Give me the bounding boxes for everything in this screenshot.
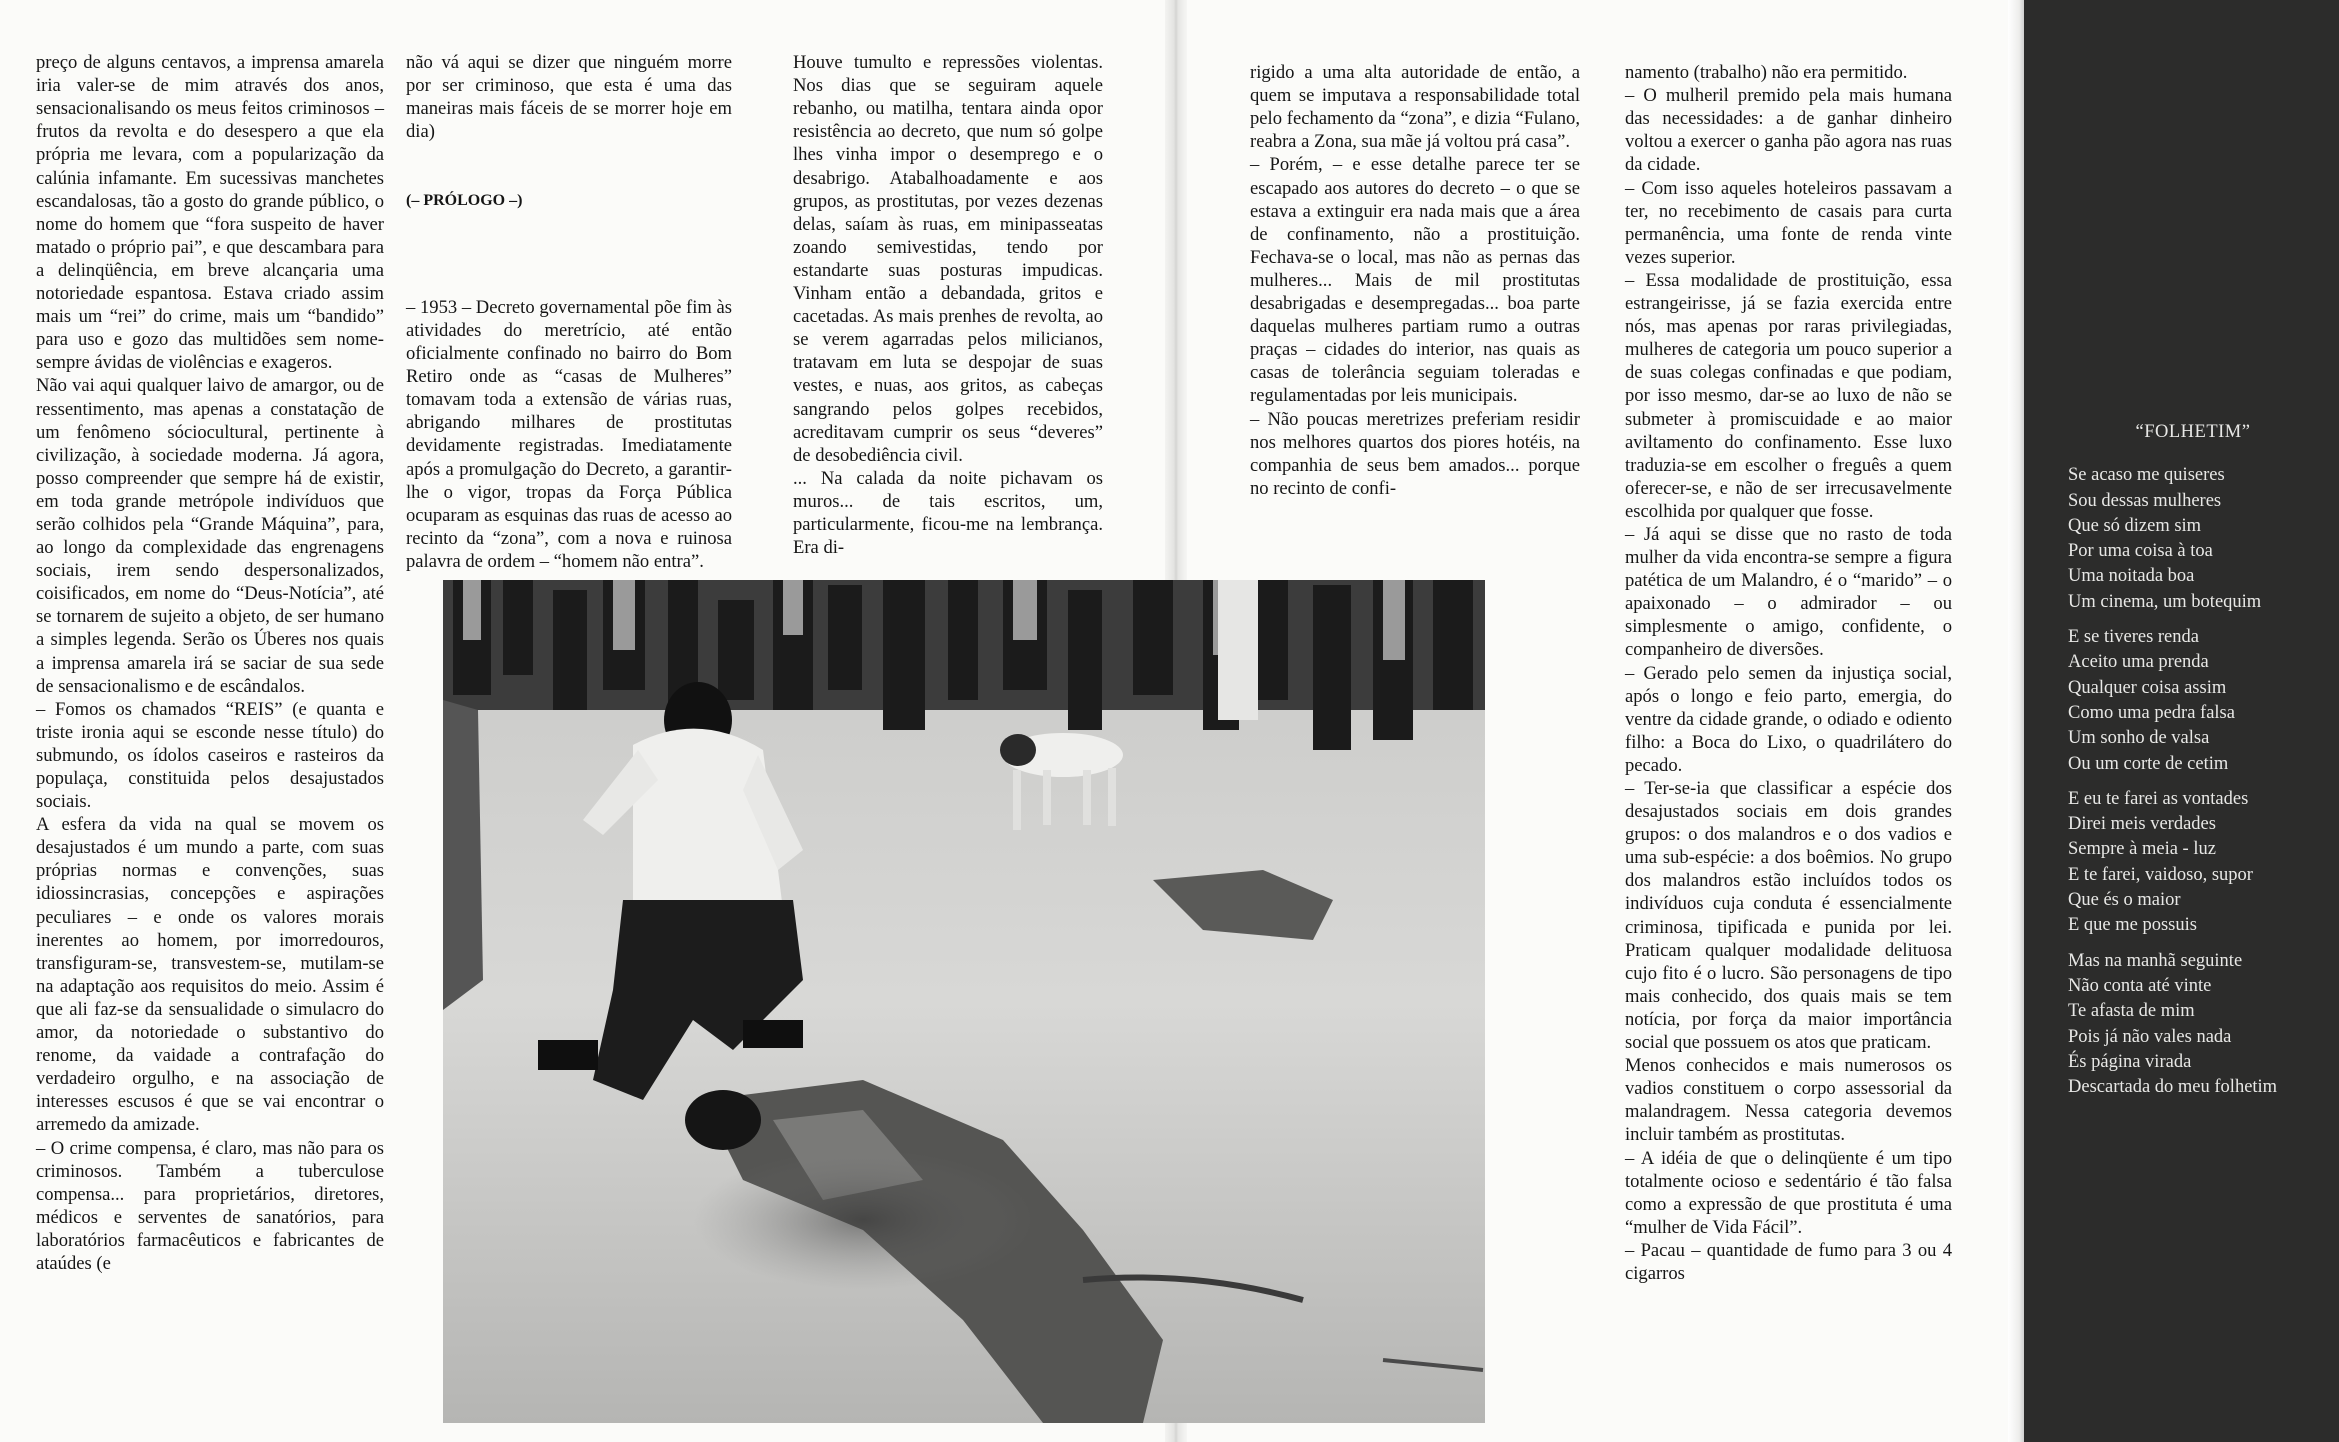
poem-line: E te farei, vaidoso, supor (2068, 864, 2253, 885)
text-column-3 (793, 28, 1103, 559)
poem-title: “FOLHETIM” (2135, 422, 2251, 442)
column-2-body: – 1953 – Decreto governamental põe fim às atividades do meretrício, até então oficialmente confinado no bairro do Bom Retiro onde as “casas de Mulheres” tomavam toda a extensão de várias ruas, abrigando milhares de prostitutas devidamente registradas. Imediatamente após a promulgação do Decreto, a garantir-lhe o vigor, tropas da Força Pública ocuparam as esquinas das ruas de acesso ao recinto da “zona”, com a nova e ruinosa palavra de ordem – “homem não entra”. (406, 296, 732, 572)
poem-line: Sempre à meia - luz (2068, 839, 2216, 860)
page-edge (2008, 0, 2024, 1442)
poem-line: Como uma pedra falsa (2068, 702, 2235, 723)
poem-folhetim (2068, 420, 2318, 1110)
prologue-heading: (– PRÓLOGO –) (406, 191, 523, 209)
poem-stanza (2068, 463, 2318, 615)
poem-line: E eu te farei as vontades (2068, 788, 2249, 809)
poem-line: Sou dessas mulheres (2068, 490, 2222, 511)
poem-line: Que só dizem sim (2068, 515, 2202, 536)
poem-line: Que és o maior (2068, 890, 2181, 911)
poem-stanza (2068, 787, 2318, 939)
poem-line: E que me possuis (2068, 915, 2197, 936)
poem-stanzas (2068, 463, 2318, 1100)
column-1-text: preço de alguns centavos, a imprensa amarela iria valer-se de mim através dos anos, sensacionalisando os meus feitos criminosos – frutos da revolta e do desespero a que ela própria me levara, com a popularização da calúnia infamante. Em sucessivas manchetes escandalosas, tão a gosto do grande público, o nome do homem que “fora suspeito de haver matado o próprio pai”, e que descambara para a delinqüência, em breve alcançaria uma notoriedade espantosa. Estava criado assim mais um “rei” do crime, mais um “bandido” para uso e gozo das multidões sem nome-sempre ávidas de violências e exageros. Não vai aqui qualquer laivo de amargor, ou de ressentimento, mas apenas a constatação de um fenômeno sóciocultural, pertinente à civilização, à sociedade moderna. Já agora, posso compreender que sempre há de existir, em toda grande metrópole indivíduos que serão colhidos pela “Grande Máquina”, para, ao longo da complexidade das engrenagens sociais, irem sendo despersonalizados, coisificados, em nome do “Deus-Notícia”, até se tornarem de sujeito a objeto, de ser humano a simples legenda. Serão os Úberes nos quais a imprensa amarela irá se saciar de sua sede de sensacionalismo e de escândalos. – Fomos os chamados “REIS” (e quanta e triste ironia aqui se esconde nesse título) do submundo, os ídolos caseiros e rasteiros da populaça, constituida pelos desajustados sociais. A esfera da vida na qual se movem os desajustados é um mundo a parte, com suas próprias normas e convenções, suas idiossincrasias, concepções e aspirações peculiares – e onde os valores morais inerentes ao homem, por imorredouros, transfiguram-se, transvestem-se, mutilam-se na adaptação aos requisitos do meio. Assim é que ali faz-se da sensualidade o simulacro do amor, da notoriedade o substantivo do renome, da vaidade a contrafação do verdadeiro orgulho, e na associação de interesses escusos é que se vai encontrar o arremedo da amizade. – O crime compensa, é claro, mas não para os criminosos. Também a tuberculose compensa... para proprietários, diretores, médicos e serventes de sanatórios, para laboratórios farmacêuticos e fabricantes de ataúdes (e (36, 52, 384, 1274)
poem-line: Não conta até vinte (2068, 975, 2212, 996)
poem-line: E se tiveres renda (2068, 627, 2199, 648)
text-column-1 (36, 28, 384, 1298)
spacer (406, 235, 732, 273)
poem-line: Ou um corte de cetim (2068, 753, 2229, 774)
poem-line: Te afasta de mim (2068, 1001, 2195, 1022)
poem-line: Uma noitada boa (2068, 566, 2195, 587)
poem-line: Pois já não vales nada (2068, 1026, 2232, 1047)
poem-line: Se acaso me quiseres (2068, 465, 2225, 486)
text-column-5 (1625, 38, 1952, 1308)
poem-stanza (2068, 949, 2318, 1101)
poem-stanza (2068, 625, 2318, 777)
column-5-text: namento (trabalho) não era permitido. – O mulheril premido pela mais humana das necessidades: a de ganhar dinheiro voltou a exercer o ganha pão agora nas ruas da cidade. – Com isso aqueles hoteleiros passavam a ter, no recebimento de casais para curta permanência, uma fonte de renda vinte vezes superior. – Essa modalidade de prostituição, essa estrangeirisse, já se fazia exercida entre nós, mas apenas por raras privilegiadas, mulheres de categoria um pouco superior a de suas colegas confinadas e que podiam, por isso mesmo, dar-se ao luxo de não se submeter à promiscuidade e ao maior aviltamento do confinamento. Esse luxo traduzia-se em escolher o freguês a quem oferecer-se, e não de ser irrecusavelmente escolhida por qualquer que fosse. – Já aqui se disse que no rasto de toda mulher da vida encontra-se sempre a figura patética de um Malandro, é o “marido” – o apaixonado – o admirador – ou simplesmente o amigo, confidente, o companheiro de diversões. – Gerado pelo semen da injustiça social, após o longo e feio parto, emergia, do ventre da cidade grande, o odiado e odiento filho: a Boca do Lixo, o quadrilátero do pecado. – Ter-se-ia que classificar a espécie dos desajustados sociais em dois grandes grupos: o dos malandros e o dos vadios e uma sub-espécie: a dos boêmios. No grupo dos malandros estão incluídos todos os indivíduos cuja conduta é essencialmente criminosa, tipificada e punida por lei. Praticam qualquer modalidade delituosa cujo fito é o lucro. São personagens de tipo mais conhecido, dos quais mais se tem notícia, por força da maior importância social que possuem os atos que praticam. Menos conhecidos e mais numerosos os vadios constituem o corpo assessorial da malandragem. Nessa categoria devemos incluir também as prostitutas. – A idéia de que o delinqüente é um tipo totalmente ocioso e sedentário é tão falsa como a expressão de que prostituta é uma “mulher de Vida Fácil”. – Pacau – quantidade de fumo para 3 ou 4 cigarros (1625, 62, 1952, 1284)
text-column-4 (1250, 38, 1580, 543)
column-3-text: Houve tumulto e repressões violentas. Nos dias que se seguiram aquele rebanho, ou matilha, tentara ainda opor resistência ao decreto, que num só golpe lhes vinha impor o desemprego e o desabrigo. Atabalhoadamente e aos grupos, as prostitutas, por vezes dezenas delas, saíam às ruas, em minipasseatas zoando semivestidas, tendo por estandarte suas posturas impudicas. Vinham então a debandada, gritos e cacetadas. As mais prenhes de revolta, ao se verem agarradas pelos milicianos, tratavam em luta se despojar de suas vestes, e nuas, aos gritos, as cabeças sangrando pelos golpes recebidos, acreditavam cumprir os seus “deveres” de desobediência civil. ... Na calada da noite pichavam os muros... de tais escritos, um, particularmente, ficou-me na lembrança. Era di- (793, 52, 1103, 559)
poem-line: Por uma coisa à toa (2068, 541, 2213, 562)
text-column-2 (406, 28, 732, 596)
poem-line: Um cinema, um botequim (2068, 591, 2262, 612)
poem-line: Qualquer coisa assim (2068, 677, 2227, 698)
poem-line: Mas na manhã seguinte (2068, 950, 2243, 971)
poem-line: És página virada (2068, 1051, 2192, 1072)
poem-line: Direi meis verdades (2068, 814, 2216, 835)
poem-line: Um sonho de valsa (2068, 728, 2210, 749)
poem-line: Aceito uma prenda (2068, 652, 2209, 673)
column-2-intro: não vá aqui se dizer que ninguém morre por ser criminoso, que esta é uma das maneiras mais fáceis de se morrer hoje em dia) (406, 52, 732, 143)
column-4-text: rigido a uma alta autoridade de então, a quem se imputava a responsabilidade total pelo fechamento da “zona”, e dizia “Fulano, reabra a Zona, sua mãe já voltou prá casa”. – Porém, – e esse detalhe parece ter se escapado aos autores do decreto – o que se estava a extinguir era nada mais que a área de confinamento, não a prostituição. Fechava-se o local, mas não as pernas das mulheres... Mais de mil prostitutas desabrigadas e desempregadas... boa parte daquelas mulheres partiam rumo a outras praças – cidades do interior, nas quais as casas de tolerância seguiam toleradas e regulamentadas por leis municipais. – Não poucas meretrizes preferiam residir nos melhores quartos dos piores hotéis, na companhia de seus bem amados... porque no recinto de confi- (1250, 62, 1580, 499)
news-photograph (443, 580, 1485, 1423)
photo-illustration (443, 580, 1485, 1423)
poem-line: Descartada do meu folhetim (2068, 1077, 2278, 1098)
